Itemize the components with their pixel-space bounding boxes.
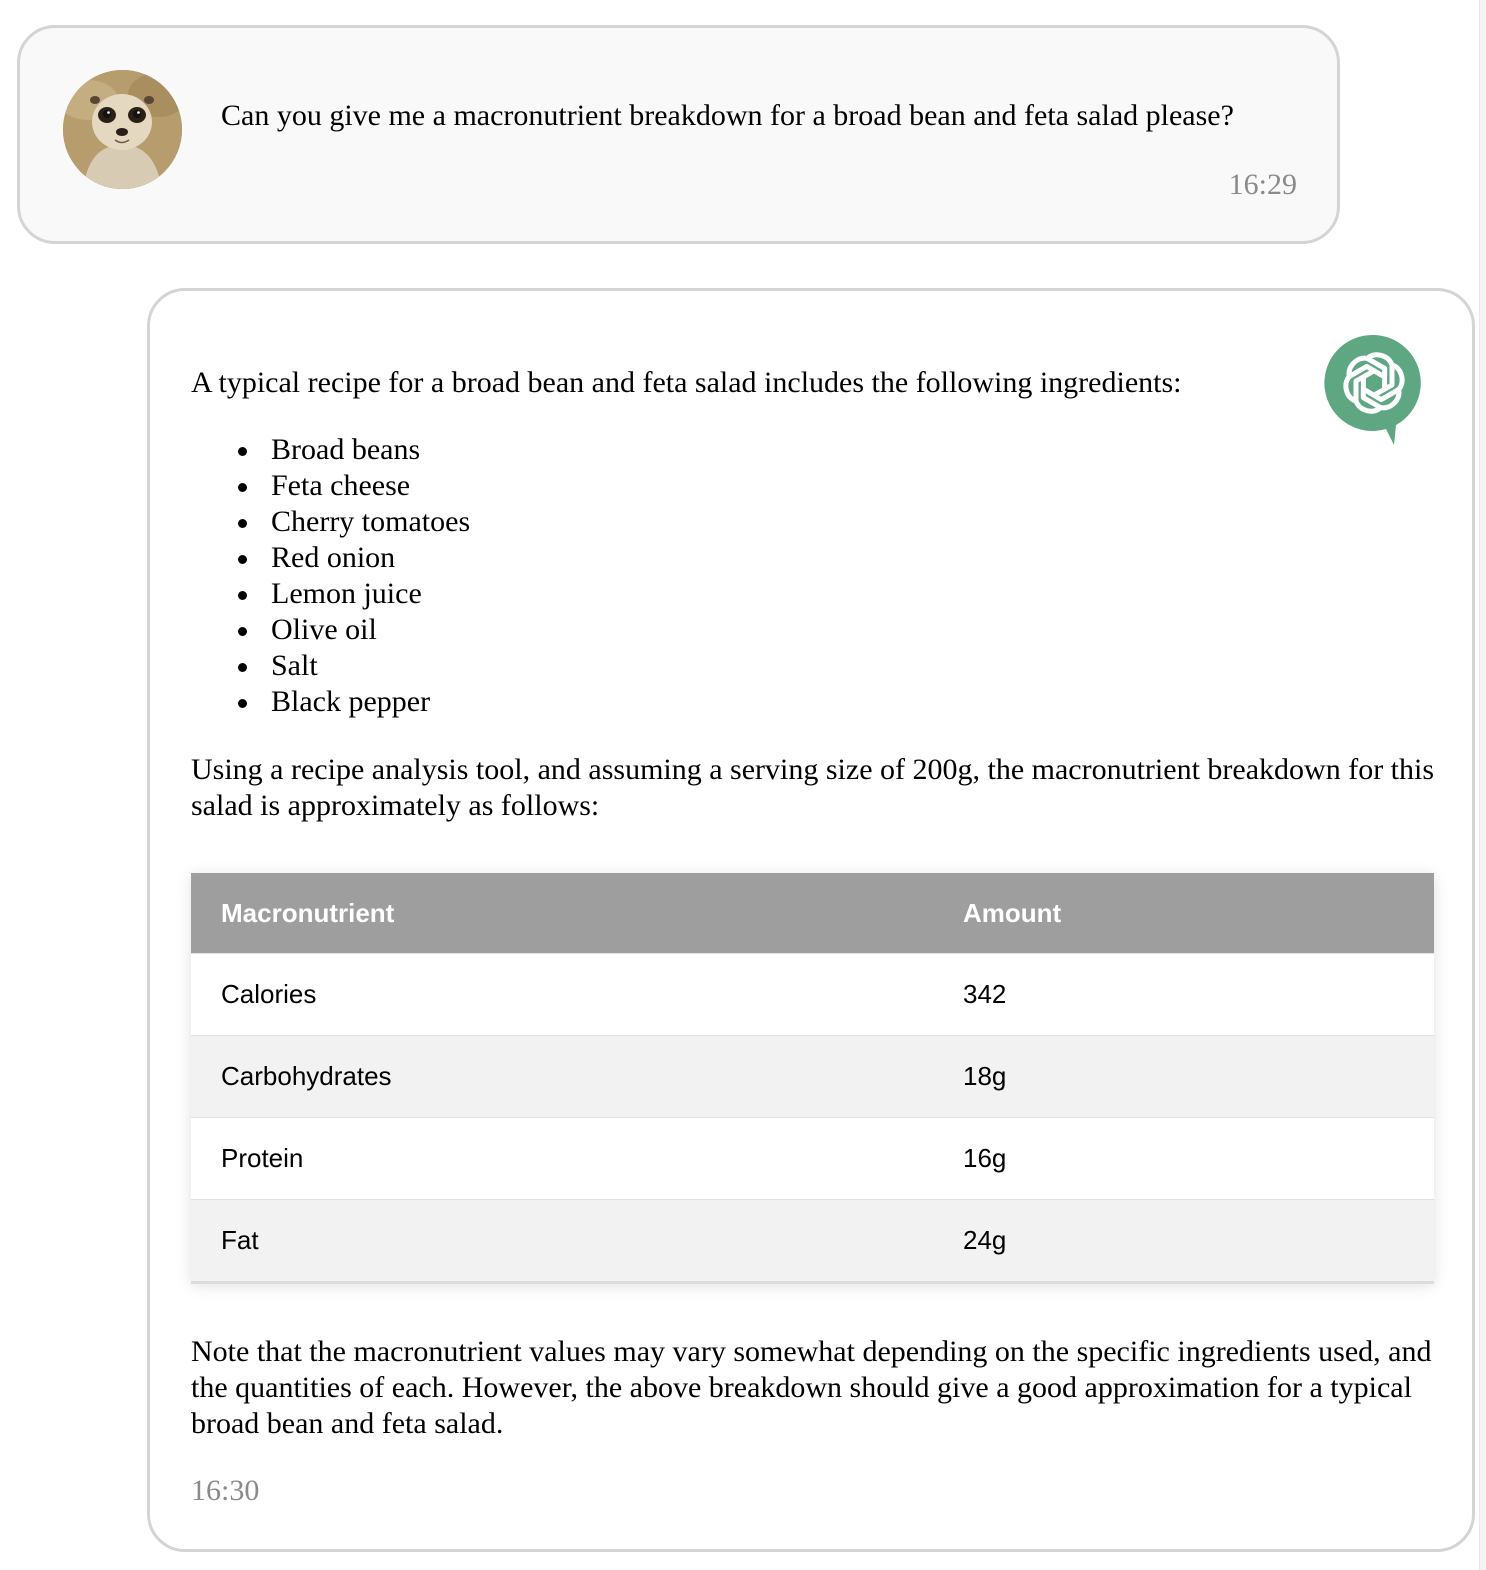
table-cell: Calories <box>191 954 933 1036</box>
table-row <box>191 1118 1434 1200</box>
meerkat-avatar-icon <box>63 70 182 189</box>
column-header-amount: Amount <box>933 873 1434 954</box>
ingredient-label: Salt <box>271 649 318 682</box>
bullet-icon <box>238 699 247 708</box>
table-cell: 18g <box>933 1036 1434 1118</box>
user-message-timestamp: 16:29 <box>1228 168 1297 201</box>
bullet-icon <box>238 447 247 456</box>
table-header-row <box>191 873 1434 954</box>
bullet-icon <box>238 483 247 492</box>
table-row <box>191 1200 1434 1282</box>
ingredient-label: Red onion <box>271 541 396 574</box>
table-cell: Fat <box>191 1200 933 1282</box>
assistant-message-bubble <box>147 288 1475 1552</box>
ingredient-label: Broad beans <box>271 433 421 466</box>
list-item <box>271 432 470 468</box>
list-item <box>271 504 470 540</box>
bullet-icon <box>238 627 247 636</box>
ingredient-label: Black pepper <box>271 685 431 718</box>
bullet-icon <box>238 663 247 672</box>
macronutrient-table <box>191 873 1434 1284</box>
table-row <box>191 954 1434 1036</box>
table-cell: Carbohydrates <box>191 1036 933 1118</box>
assistant-intro-text: A typical recipe for a broad bean and feta salad includes the following ingredients: <box>191 366 1182 399</box>
list-item <box>271 540 470 576</box>
scrollbar-track[interactable] <box>1479 0 1486 1570</box>
user-avatar[interactable] <box>63 70 182 189</box>
assistant-message-timestamp: 16:30 <box>191 1474 260 1507</box>
bullet-icon <box>238 591 247 600</box>
list-item <box>271 576 470 612</box>
list-item <box>271 684 470 720</box>
ingredient-label: Lemon juice <box>271 577 422 610</box>
assistant-analysis-text: Using a recipe analysis tool, and assuming a serving size of 200g, the macronutrient breakdown for this salad is approximately as follows: <box>191 753 1435 822</box>
list-item <box>271 612 470 648</box>
bullet-icon <box>238 519 247 528</box>
list-item <box>271 648 470 684</box>
user-message-bubble <box>17 25 1340 244</box>
ingredient-list <box>191 432 470 720</box>
ingredient-label: Olive oil <box>271 613 377 646</box>
table-cell: Protein <box>191 1118 933 1200</box>
bullet-icon <box>238 555 247 564</box>
table-cell: 24g <box>933 1200 1434 1282</box>
table-row <box>191 1036 1434 1118</box>
chatgpt-logo-icon <box>1324 333 1424 448</box>
assistant-note-text: Note that the macronutrient values may vary somewhat depending on the specific ingredients used, and the quantities of each. However, the above breakdown should give a good approximation for a typical broad bean and feta salad. <box>191 1335 1432 1440</box>
table-cell: 16g <box>933 1118 1434 1200</box>
ingredient-label: Cherry tomatoes <box>271 505 471 538</box>
table-cell: 342 <box>933 954 1434 1036</box>
column-header-macronutrient: Macronutrient <box>191 873 933 954</box>
list-item <box>271 468 470 504</box>
ingredient-label: Feta cheese <box>271 469 411 502</box>
user-message-text: Can you give me a macronutrient breakdown for a broad bean and feta salad please? <box>221 99 1234 132</box>
